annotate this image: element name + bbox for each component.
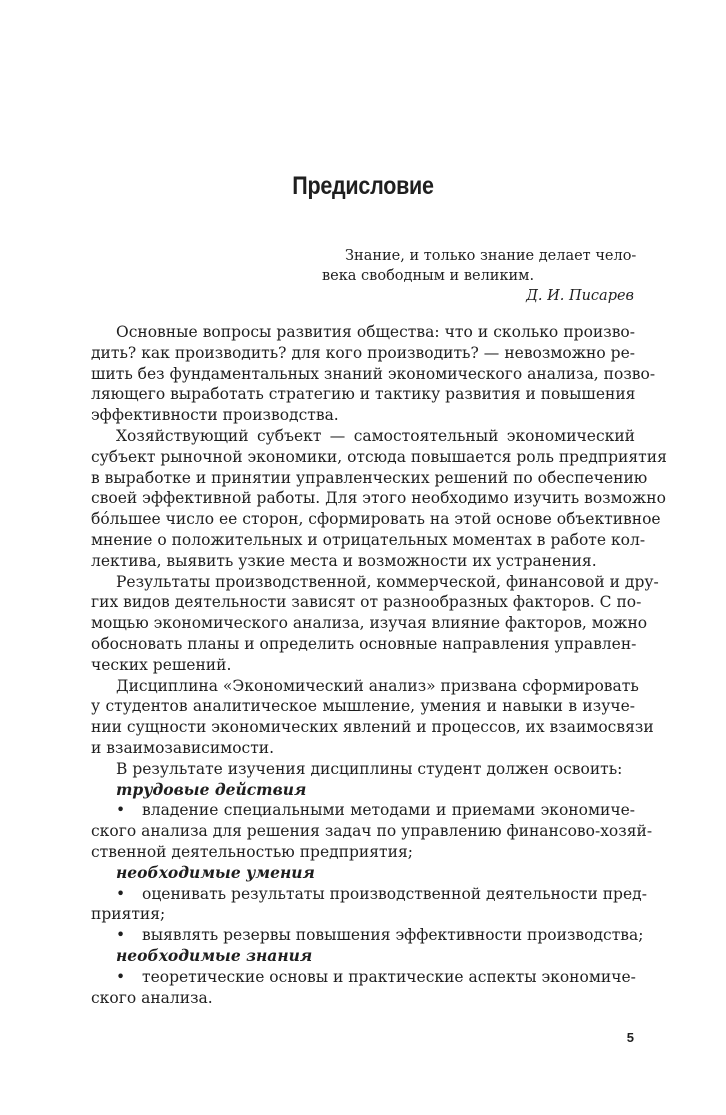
bullet-icon: • bbox=[116, 884, 126, 903]
text-line: Основные вопросы развития общества: что и сколько произво- bbox=[116, 323, 635, 341]
epigraph bbox=[322, 246, 637, 306]
section-heading: необходимые умения bbox=[116, 862, 315, 882]
bullet-text: оценивать результаты производственной деятельности пред- bbox=[142, 884, 647, 903]
text-line: у студентов аналитическое мышление, умения и навыки в изуче- bbox=[91, 697, 635, 716]
bullet-item bbox=[91, 925, 644, 946]
text-line: ственной деятельностью предприятия; bbox=[91, 842, 413, 861]
bullet-text: теоретические основы и практические аспекты экономиче- bbox=[142, 967, 636, 986]
bullet-icon: • bbox=[116, 801, 126, 820]
bullet-item bbox=[91, 967, 635, 988]
text-line: шить без фундаментальных знаний экономического анализа, позво- bbox=[91, 364, 656, 383]
text-line: мнение о положительных и отрицательных моментах в работе кол- bbox=[91, 530, 646, 549]
text-line: Хозяйствующий субъект — самостоятельный экономический bbox=[116, 426, 635, 445]
text-line: ского анализа. bbox=[91, 988, 213, 1007]
text-line: В результате изучения дисциплины студент должен освоить: bbox=[116, 759, 623, 778]
text-line: мощью экономического анализа, изучая влияние факторов, можно bbox=[91, 614, 648, 633]
text-line: ческих решений. bbox=[91, 655, 232, 674]
text-line: дить? как производить? для кого производить? — невозможно ре- bbox=[91, 343, 635, 362]
text-line: Результаты производственной, коммерческой, финансовой и дру- bbox=[116, 572, 659, 591]
section-heading: необходимые знания bbox=[116, 945, 313, 965]
bullet-item bbox=[91, 884, 647, 905]
text-line: ляющего выработать стратегию и тактику развития и повышения bbox=[91, 385, 636, 404]
text-line: ского анализа для решения задач по управлению финансово-хозяй- bbox=[91, 822, 653, 841]
bullet-icon: • bbox=[116, 926, 126, 945]
text-line: и взаимозависимости. bbox=[91, 738, 275, 757]
text-line: лектива, выявить узкие места и возможности их устранения. bbox=[91, 551, 597, 570]
bullet-text: выявлять резервы повышения эффективности производства; bbox=[142, 926, 644, 945]
bullet-icon: • bbox=[116, 967, 126, 986]
text-line: приятия; bbox=[91, 905, 166, 924]
bullet-item bbox=[91, 800, 635, 821]
text-line: обосновать планы и определить основные направления управлен- bbox=[91, 634, 637, 653]
page-title: Предисловие bbox=[292, 172, 434, 200]
epigraph-line: Знание, и только знание делает чело- bbox=[345, 248, 637, 264]
text-line: нии сущности экономических явлений и процессов, их взаимосвязи bbox=[91, 718, 654, 737]
text-line: бóльшее число ее сторон, сформировать на этой основе объективное bbox=[91, 510, 661, 529]
text-line: субъект рыночной экономики, отсюда повышается роль предприятия bbox=[91, 447, 667, 466]
text-line: в выработке и принятии управленческих решений по обеспечению bbox=[91, 468, 648, 487]
page-number: 5 bbox=[626, 1030, 634, 1045]
text-line: эффективности производства. bbox=[91, 406, 339, 425]
text-line: Дисциплина «Экономический анализ» призвана сформировать bbox=[116, 676, 639, 695]
bullet-text: владение специальными методами и приемами экономиче- bbox=[142, 801, 635, 820]
body-text bbox=[91, 322, 667, 1008]
text-line: гих видов деятельности зависят от разнообразных факторов. С по- bbox=[91, 593, 642, 612]
epigraph-line: века свободным и великим. bbox=[322, 268, 535, 284]
text-line: своей эффективной работы. Для этого необходимо изучить возможно bbox=[91, 489, 666, 508]
section-heading: трудовые действия bbox=[116, 779, 307, 799]
epigraph-author: Д. И. Писарев bbox=[526, 288, 634, 304]
